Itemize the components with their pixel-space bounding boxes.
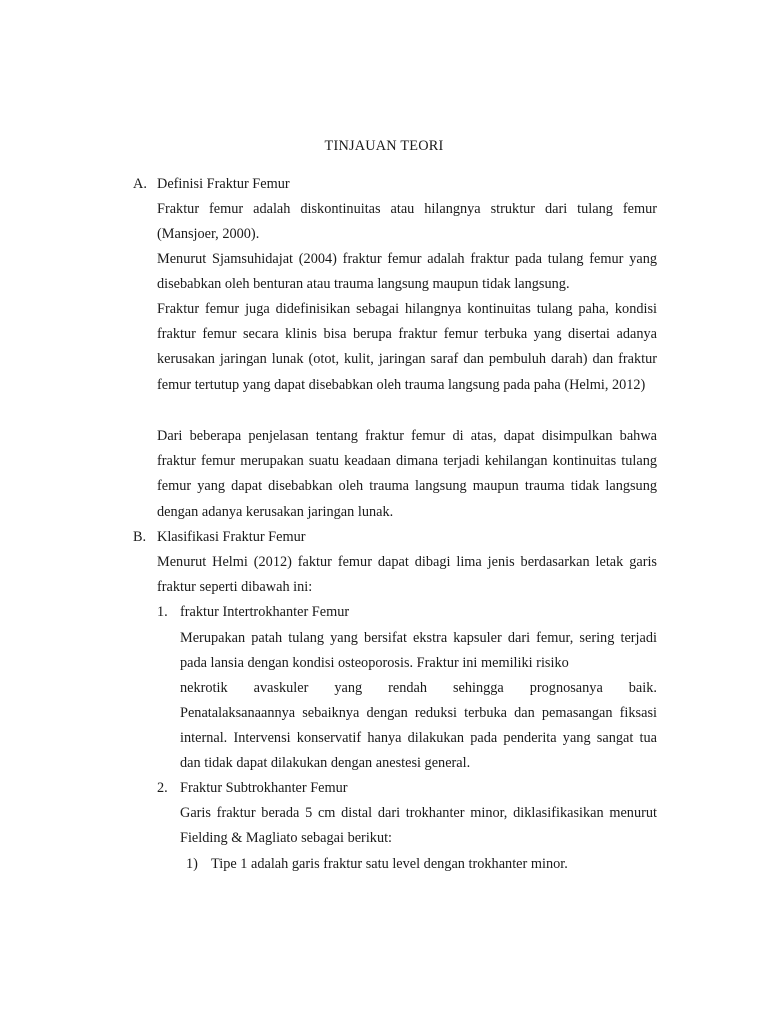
- page-title: TINJAUAN TEORI: [324, 138, 444, 154]
- section-b-heading: Klasifikasi Fraktur Femur: [157, 529, 306, 545]
- word: nekrotik: [180, 680, 228, 696]
- word: avaskuler: [253, 680, 309, 696]
- section-a-heading: Definisi Fraktur Femur: [157, 176, 290, 192]
- item-1-paragraph-b: Penatalaksanaannya sebaiknya dengan reduksi terbuka dan pemasangan fiksasi internal. Intervensi konservatif hanya dilakukan pada penderita yang sangat tua dan tidak dapat dilakukan dengan anestesi general.: [180, 705, 657, 772]
- word: rendah: [388, 680, 427, 696]
- subitem-1-marker: 1): [186, 856, 198, 872]
- subitem-1-text: Tipe 1 adalah garis fraktur satu level dengan trokhanter minor.: [211, 856, 568, 872]
- section-a-paragraph-2: Menurut Sjamsuhidajat (2004) fraktur femur adalah fraktur pada tulang femur yang disebabkan oleh benturan atau trauma langsung maupun tidak langsung.: [157, 251, 657, 293]
- item-2-paragraph: Garis fraktur berada 5 cm distal dari trokhanter minor, diklasifikasikan menurut Fielding & Magliato sebagai berikut:: [180, 805, 657, 847]
- word: sehingga: [452, 680, 504, 696]
- item-2-heading: Fraktur Subtrokhanter Femur: [180, 780, 348, 796]
- word: baik.: [628, 680, 657, 696]
- section-a-marker: A.: [133, 176, 147, 192]
- section-b-marker: B.: [133, 529, 147, 545]
- section-a-paragraph-1: Fraktur femur adalah diskontinuitas atau hilangnya struktur dari tulang femur (Mansjoer, 2000).: [157, 201, 657, 243]
- section-a-paragraph-3: Fraktur femur juga didefinisikan sebagai hilangnya kontinuitas tulang paha, kondisi fraktur femur secara klinis bisa berupa fraktur femur terbuka yang disertai adanya kerusakan jaringan lunak (otot, kulit, jaringan saraf dan pembuluh darah) dan fraktur femur tertutup yang dapat disebabkan oleh trauma langsung pada paha (Helmi, 2012): [157, 301, 657, 393]
- item-1-paragraph-a: Merupakan patah tulang yang bersifat ekstra kapsuler dari femur, sering terjadi pada lansia dengan kondisi osteoporosis. Fraktur ini memiliki risiko: [180, 630, 657, 672]
- item-2-marker: 2.: [157, 780, 168, 796]
- word: prognosanya: [529, 680, 603, 696]
- section-a-paragraph-4: Dari beberapa penjelasan tentang fraktur femur di atas, dapat disimpulkan bahwa fraktur femur merupakan suatu keadaan dimana terjadi kehilangan kontinuitas tulang femur yang dapat disebabkan oleh trauma langsung maupun trauma tidak langsung dengan adanya kerusakan jaringan lunak.: [157, 428, 657, 520]
- item-1-marker: 1.: [157, 604, 168, 620]
- item-1-spread-line: [180, 676, 657, 701]
- word: yang: [334, 680, 363, 696]
- item-1-heading: fraktur Intertrokhanter Femur: [180, 604, 350, 620]
- section-b-intro: Menurut Helmi (2012) faktur femur dapat dibagi lima jenis berdasarkan letak garis fraktur seperti dibawah ini:: [157, 554, 657, 596]
